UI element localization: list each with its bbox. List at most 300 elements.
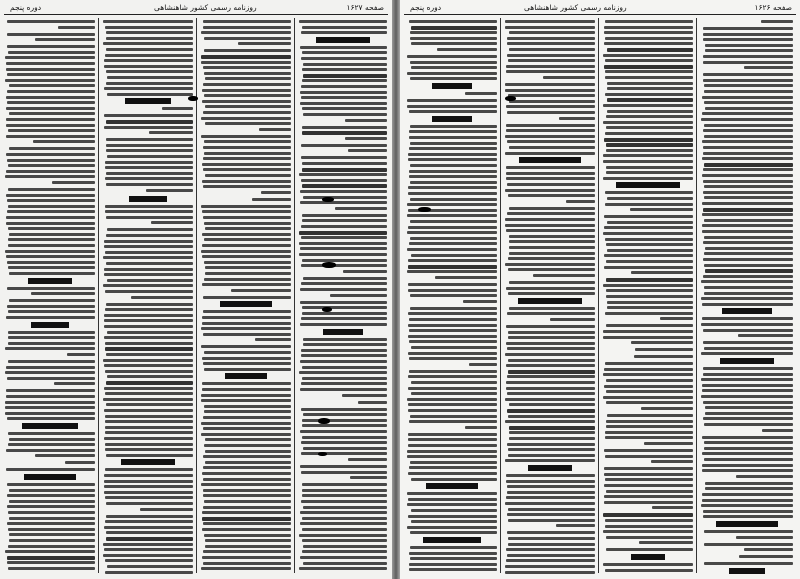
text-line: [505, 224, 595, 227]
text-line: [205, 77, 291, 80]
section-heading-line: [616, 182, 679, 188]
text-line: [104, 126, 194, 129]
text-line: [302, 79, 387, 82]
text-line: [5, 79, 95, 82]
text-line: [465, 92, 497, 95]
text-line: [358, 401, 387, 404]
text-line: [606, 295, 693, 298]
text-line: [33, 140, 95, 143]
text-line: [9, 539, 95, 542]
text-line: [705, 412, 793, 415]
text-line: [204, 140, 291, 143]
text-line: [702, 174, 793, 177]
text-line: [703, 61, 793, 64]
text-line: [606, 260, 693, 263]
text-line: [6, 96, 95, 99]
text-line: [606, 324, 693, 327]
text-line: [506, 548, 595, 551]
section-heading-line: [528, 465, 571, 471]
text-line: [508, 194, 595, 197]
text-line: [302, 219, 387, 222]
text-line: [202, 283, 291, 286]
text-line: [704, 441, 793, 444]
text-line: [604, 138, 693, 142]
section-heading-line: [125, 98, 171, 104]
text-line: [702, 436, 793, 439]
text-line: [104, 526, 193, 529]
text-line: [702, 303, 793, 306]
text-line: [407, 72, 497, 75]
text-line: [6, 68, 95, 71]
text-line: [300, 46, 387, 49]
text-line: [302, 168, 387, 172]
text-line: [409, 147, 497, 150]
text-line: [505, 26, 595, 29]
text-line: [202, 316, 291, 319]
text-line: [411, 254, 497, 257]
left-page: [0, 0, 392, 579]
text-line: [204, 238, 291, 241]
text-line: [106, 37, 193, 40]
left-column-rule: [196, 18, 197, 573]
text-line: [301, 144, 387, 147]
text-line: [300, 247, 387, 250]
text-line: [407, 503, 497, 506]
right-page-header: [404, 2, 796, 15]
text-line: [104, 437, 193, 440]
text-line: [509, 100, 595, 103]
text-line: [660, 317, 693, 320]
text-line: [202, 233, 291, 236]
text-line: [410, 142, 497, 145]
text-line: [303, 63, 387, 66]
text-line: [506, 559, 595, 562]
text-line: [104, 387, 193, 390]
text-line: [299, 20, 387, 23]
text-line: [299, 242, 387, 245]
text-line: [703, 417, 793, 420]
text-line: [301, 179, 387, 182]
text-line: [704, 219, 793, 222]
text-line: [8, 567, 95, 570]
text-line: [508, 370, 595, 374]
text-line: [533, 274, 595, 277]
text-line: [702, 317, 793, 320]
text-line: [507, 513, 595, 516]
text-line: [300, 323, 387, 326]
text-line: [409, 130, 497, 133]
text-line: [407, 55, 497, 58]
text-line: [410, 198, 497, 201]
text-line: [301, 225, 387, 228]
text-line: [335, 207, 387, 210]
text-line: [204, 152, 291, 155]
text-line: [8, 443, 95, 446]
text-line: [107, 228, 193, 231]
text-line: [301, 57, 387, 60]
right-column-rule: [500, 18, 501, 573]
text-line: [6, 366, 95, 369]
text-line: [107, 331, 193, 334]
text-line: [507, 443, 595, 446]
text-line: [410, 461, 497, 464]
text-line: [506, 65, 595, 68]
text-line: [605, 238, 694, 241]
text-line: [202, 528, 291, 531]
text-line: [506, 124, 595, 127]
text-line: [411, 26, 497, 30]
text-line: [203, 26, 291, 29]
text-line: [300, 388, 387, 391]
text-line: [6, 135, 95, 138]
text-line: [506, 364, 595, 367]
text-line: [508, 257, 595, 260]
text-line: [408, 186, 497, 189]
text-line: [605, 312, 693, 315]
text-line: [6, 118, 95, 121]
text-line: [607, 82, 693, 85]
text-line: [606, 278, 693, 282]
text-line: [607, 48, 693, 52]
text-line: [105, 370, 193, 373]
text-line: [604, 31, 693, 34]
text-line: [505, 353, 595, 356]
text-line: [107, 93, 193, 96]
text-line: [409, 563, 497, 566]
text-line: [703, 341, 793, 344]
text-line: [7, 33, 95, 36]
text-line: [302, 184, 387, 188]
text-line: [506, 474, 595, 477]
text-line: [739, 555, 793, 558]
text-line: [607, 301, 693, 304]
text-line: [7, 561, 95, 564]
text-line: [411, 66, 497, 69]
text-line: [105, 342, 193, 345]
text-line: [603, 160, 693, 163]
text-line: [507, 392, 595, 395]
text-line: [8, 266, 95, 269]
text-line: [7, 73, 95, 76]
text-line: [300, 91, 387, 94]
text-line: [506, 387, 595, 390]
text-line: [201, 250, 291, 253]
text-line: [507, 347, 595, 350]
text-line: [508, 508, 595, 511]
text-line: [204, 500, 291, 503]
text-line: [301, 349, 387, 352]
section-heading-line: [129, 196, 168, 202]
text-line: [205, 122, 291, 125]
text-line: [408, 375, 497, 378]
text-line: [345, 137, 387, 140]
text-line: [202, 100, 291, 103]
text-line: [301, 156, 387, 159]
text-line: [105, 443, 193, 446]
text-line: [350, 476, 387, 479]
text-line: [9, 272, 95, 275]
text-line: [505, 263, 595, 266]
text-line: [104, 325, 193, 328]
text-line: [606, 289, 693, 292]
text-line: [204, 368, 291, 371]
section-heading-line: [121, 459, 174, 465]
text-line: [409, 318, 497, 321]
text-line: [605, 569, 693, 572]
text-line: [407, 492, 497, 495]
text-line: [410, 164, 497, 167]
text-line: [604, 449, 693, 452]
text-line: [704, 530, 793, 533]
ink-blot: [318, 452, 327, 456]
text-line: [704, 101, 793, 104]
text-line: [505, 189, 595, 192]
text-line: [604, 484, 693, 487]
text-line: [203, 83, 291, 86]
text-line: [705, 406, 793, 409]
text-line: [508, 331, 595, 334]
text-line: [301, 31, 388, 34]
text-line: [407, 105, 497, 108]
text-line: [140, 508, 193, 511]
text-line: [105, 347, 193, 351]
text-line: [703, 180, 793, 183]
text-line: [105, 161, 193, 164]
text-line: [202, 388, 291, 391]
text-line: [411, 520, 497, 523]
text-line: [105, 26, 193, 29]
text-line: [607, 221, 693, 224]
text-line: [151, 221, 193, 224]
text-line: [104, 480, 193, 483]
text-line: [6, 255, 95, 258]
text-line: [559, 117, 595, 120]
text-line: [408, 472, 497, 475]
text-line: [301, 500, 387, 503]
text-line: [201, 422, 291, 425]
text-line: [201, 567, 291, 570]
text-line: [506, 325, 595, 328]
text-line: [703, 258, 793, 261]
text-line: [6, 153, 95, 156]
text-line: [604, 495, 693, 498]
text-line: [606, 166, 693, 169]
text-line: [651, 460, 693, 463]
text-line: [106, 48, 193, 51]
text-line: [702, 389, 793, 392]
text-line: [509, 281, 595, 284]
section-heading-line: [426, 483, 477, 489]
text-line: [703, 367, 793, 370]
section-heading-line: [722, 308, 773, 314]
text-line: [703, 373, 793, 376]
text-line: [301, 96, 387, 99]
text-line: [5, 56, 95, 59]
text-line: [104, 364, 193, 367]
text-line: [201, 117, 291, 120]
text-line: [9, 438, 95, 441]
text-line: [704, 135, 793, 138]
text-line: [6, 395, 95, 398]
text-line: [54, 382, 95, 385]
text-line: [105, 559, 193, 562]
text-line: [106, 138, 193, 141]
text-line: [702, 499, 793, 502]
text-line: [410, 61, 497, 64]
text-line: [605, 59, 693, 62]
text-line: [104, 336, 193, 339]
text-line: [506, 105, 595, 108]
text-line: [543, 76, 595, 79]
text-line: [704, 423, 793, 426]
text-line: [302, 131, 387, 135]
text-line: [105, 54, 193, 57]
text-line: [8, 205, 95, 208]
right-page-column-4: [700, 18, 794, 575]
text-line: [509, 240, 595, 243]
text-line: [299, 173, 387, 176]
text-line: [507, 409, 595, 413]
text-line: [103, 42, 193, 45]
text-line: [556, 524, 595, 527]
right-page-column-1: [406, 18, 498, 575]
text-line: [603, 284, 693, 287]
text-line: [407, 248, 497, 251]
text-line: [701, 323, 793, 326]
text-line: [6, 216, 95, 219]
text-line: [630, 208, 693, 211]
text-line: [6, 316, 95, 319]
text-line: [603, 104, 693, 107]
text-line: [203, 333, 291, 336]
text-line: [261, 191, 291, 194]
text-line: [103, 398, 193, 401]
text-line: [606, 243, 693, 246]
text-line: [701, 378, 793, 381]
text-line: [603, 54, 693, 57]
text-line: [408, 158, 497, 161]
text-line: [303, 338, 387, 341]
text-line: [5, 406, 95, 409]
text-line: [201, 399, 291, 402]
text-line: [703, 168, 793, 171]
text-line: [106, 31, 193, 34]
section-heading-line: [28, 278, 72, 284]
text-line: [704, 252, 793, 255]
text-line: [205, 174, 291, 177]
text-line: [508, 454, 595, 457]
text-line: [105, 420, 193, 423]
text-line: [105, 426, 193, 429]
text-line: [106, 120, 193, 124]
text-line: [203, 466, 291, 469]
text-line: [703, 401, 793, 404]
text-line: [303, 277, 387, 280]
text-line: [702, 112, 793, 115]
text-line: [205, 105, 291, 108]
text-line: [131, 296, 193, 299]
text-line: [104, 240, 193, 243]
ink-blot: [322, 307, 332, 312]
section-heading-line: [323, 329, 363, 335]
text-line: [604, 226, 693, 229]
text-line: [107, 155, 193, 158]
text-line: [104, 65, 193, 68]
text-line: [506, 381, 595, 384]
text-line: [302, 489, 387, 492]
text-line: [7, 483, 95, 486]
text-line: [7, 101, 95, 104]
text-line: [411, 509, 497, 512]
text-line: [105, 290, 193, 293]
text-line: [107, 279, 193, 282]
text-line: [104, 319, 193, 322]
text-line: [7, 522, 95, 525]
text-line: [204, 410, 292, 413]
text-line: [702, 213, 793, 216]
text-line: [506, 177, 595, 180]
text-line: [605, 93, 693, 96]
text-line: [634, 355, 693, 358]
text-line: [505, 571, 595, 574]
text-line: [605, 76, 693, 79]
left-page-column-1: [4, 18, 96, 575]
text-line: [7, 556, 95, 560]
text-line: [605, 436, 693, 439]
section-heading-line: [31, 322, 68, 328]
text-line: [407, 455, 497, 458]
text-line: [509, 426, 595, 430]
text-line: [201, 394, 291, 397]
text-line: [603, 330, 693, 333]
text-line: [299, 534, 387, 537]
text-line: [201, 205, 291, 208]
text-line: [105, 520, 193, 523]
text-line: [8, 342, 95, 345]
text-line: [703, 208, 794, 212]
text-line: [203, 185, 291, 188]
text-line: [6, 170, 95, 173]
section-heading-line: [519, 157, 582, 163]
left-page-column-4: [298, 18, 388, 575]
text-line: [203, 416, 291, 419]
text-line: [605, 478, 693, 481]
text-line: [8, 360, 95, 363]
text-line: [506, 229, 595, 232]
text-line: [505, 459, 595, 462]
text-line: [302, 214, 387, 217]
text-line: [203, 296, 291, 299]
text-line: [411, 42, 497, 45]
text-line: [606, 143, 693, 147]
text-line: [762, 429, 793, 432]
text-line: [409, 20, 497, 23]
text-line: [204, 278, 291, 281]
text-line: [204, 37, 291, 40]
text-line: [203, 494, 291, 497]
text-line: [702, 202, 793, 205]
text-line: [201, 135, 291, 138]
text-line: [508, 543, 595, 546]
text-line: [106, 531, 193, 534]
left-page-number: صفحه ۱۶۲۷: [346, 3, 384, 12]
text-line: [104, 273, 193, 276]
text-line: [410, 415, 497, 418]
text-line: [205, 539, 291, 542]
text-line: [408, 438, 497, 441]
text-line: [703, 515, 793, 518]
text-line: [303, 113, 387, 116]
